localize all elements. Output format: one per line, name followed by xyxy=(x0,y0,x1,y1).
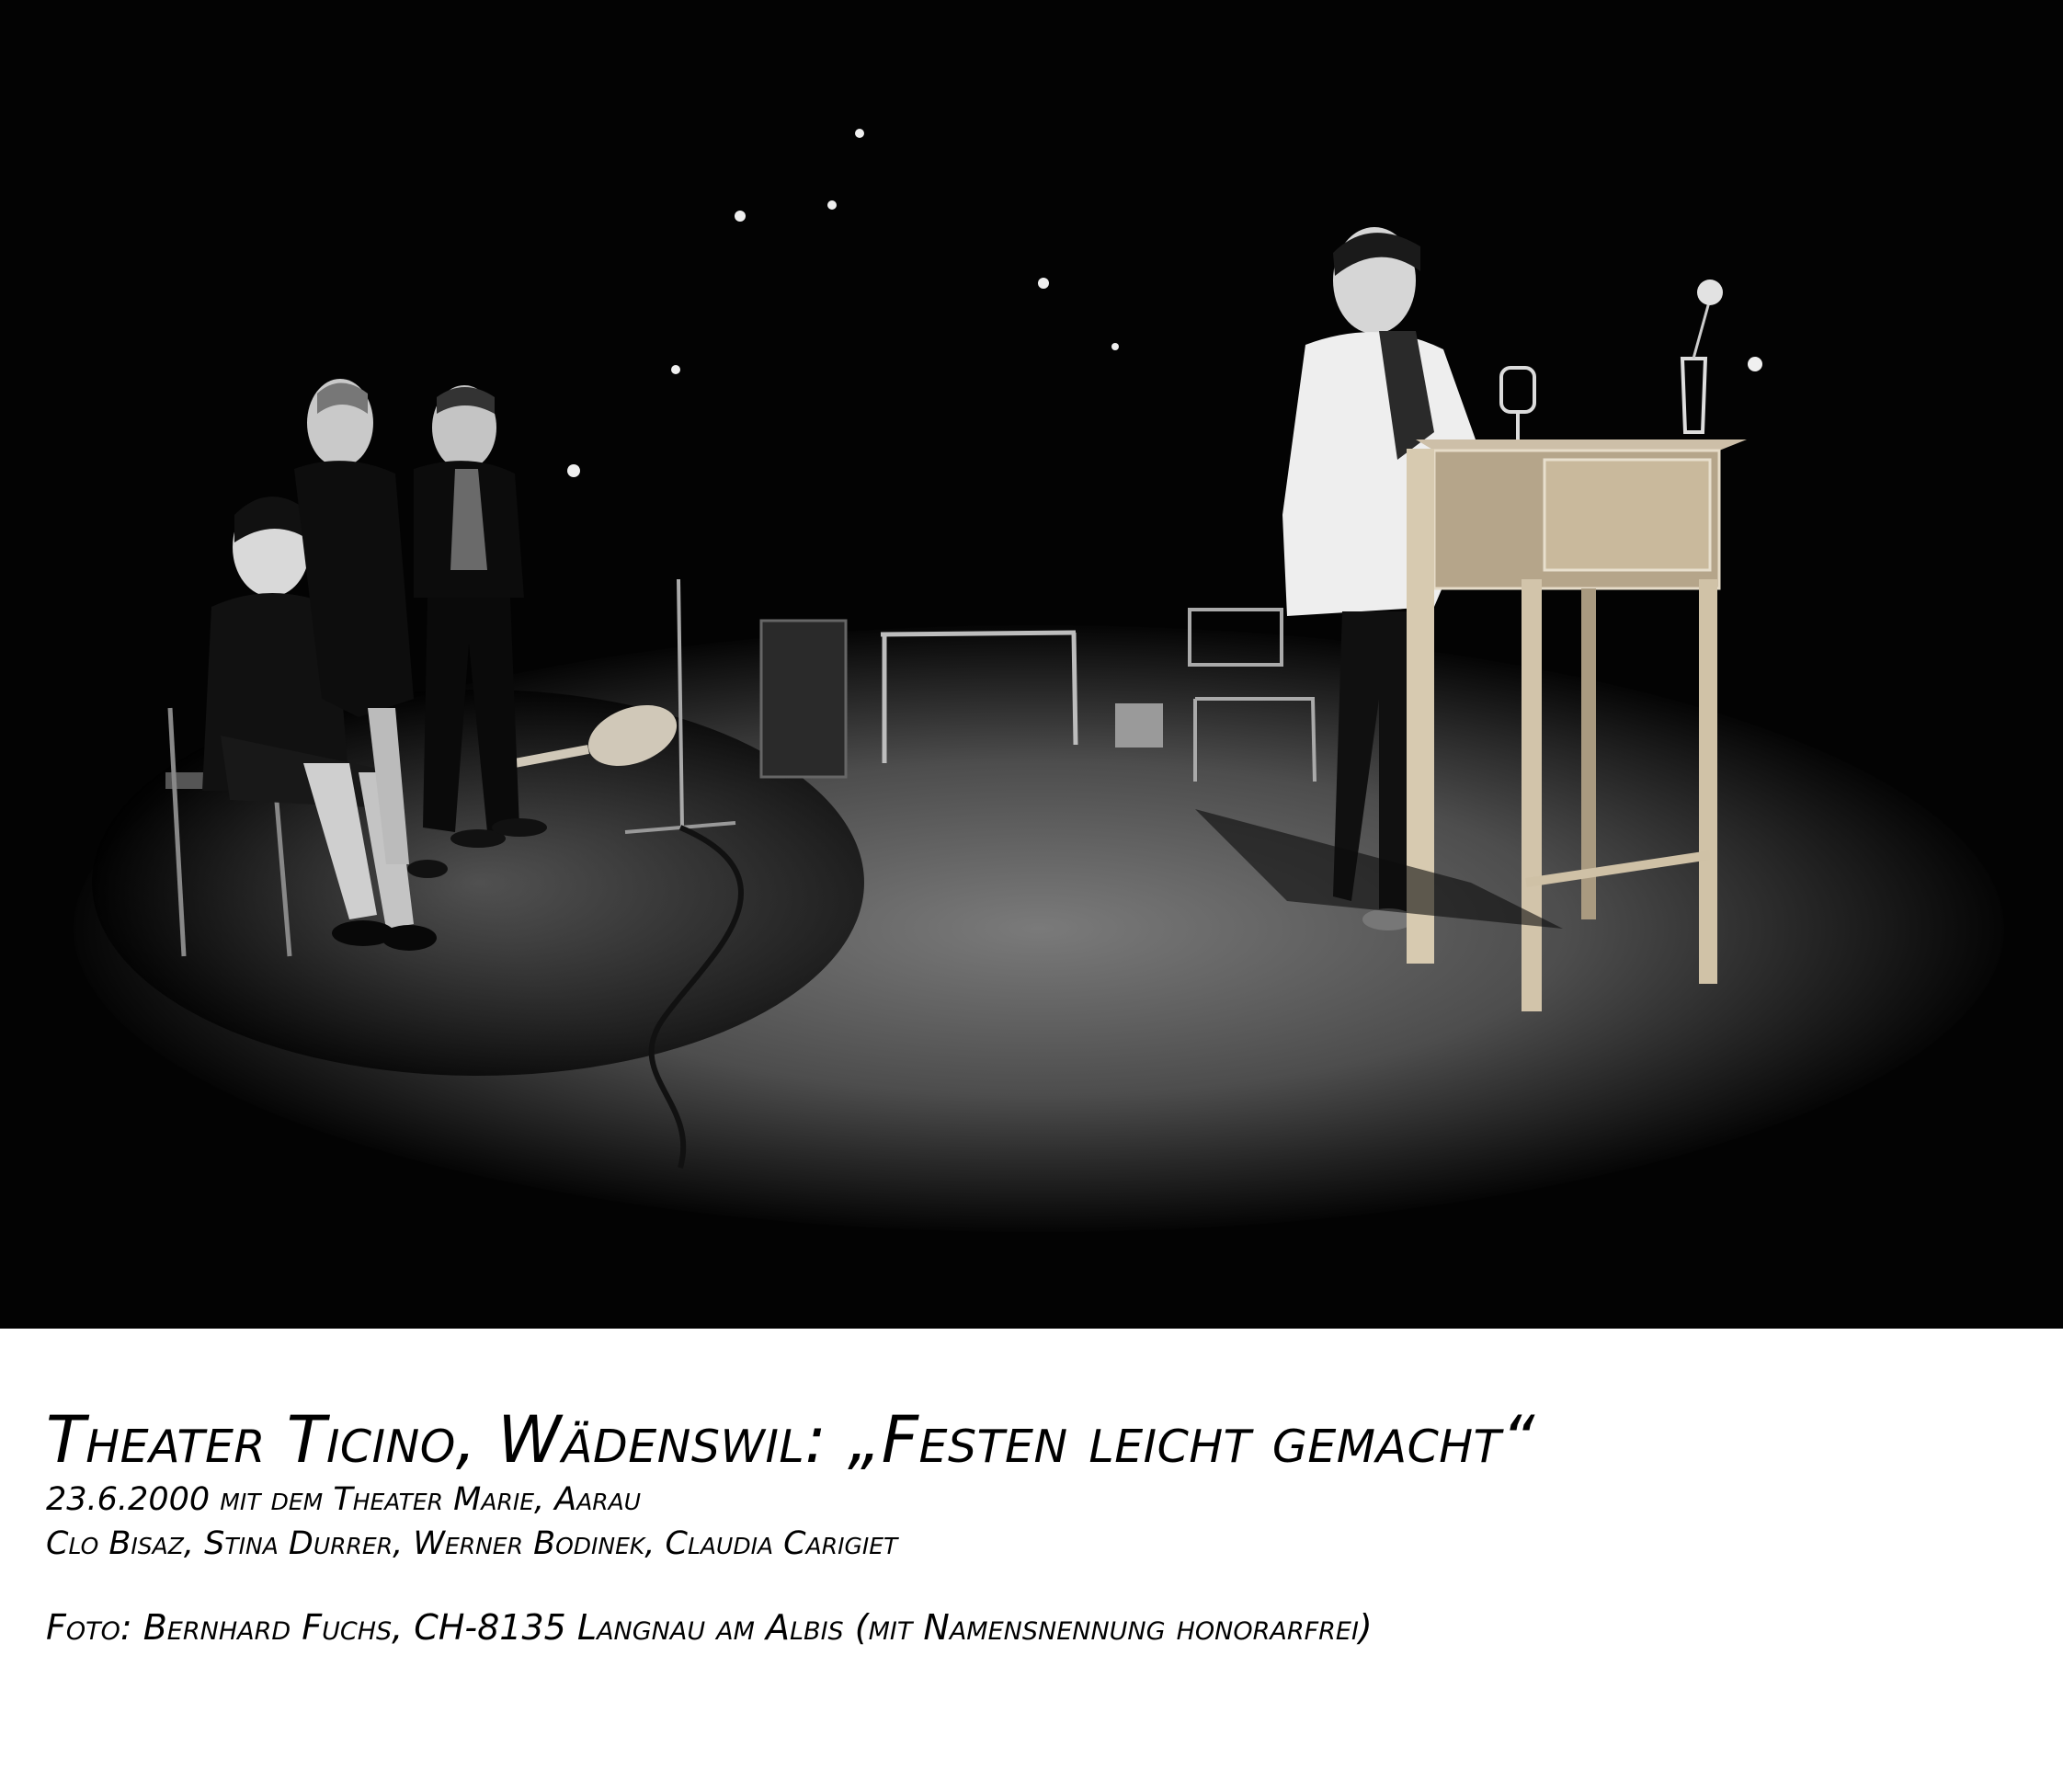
caption-credit-line: Foto: Bernhard Fuchs, CH-8135 Langnau am Albis (mit Namensnennung honorarfrei) xyxy=(46,1607,1373,1648)
caption-cast-line: Clo Bisaz, Stina Durrer, Werner Bodinek, Claudia Carigiet xyxy=(46,1525,898,1562)
caption-date-line: 23.6.2000 mit dem Theater Marie, Aarau xyxy=(46,1481,642,1518)
photo-caption xyxy=(46,1402,2023,1650)
caption-title: Theater Ticino, Wädenswil: „Festen leicht gemacht“ xyxy=(46,1402,1535,1478)
